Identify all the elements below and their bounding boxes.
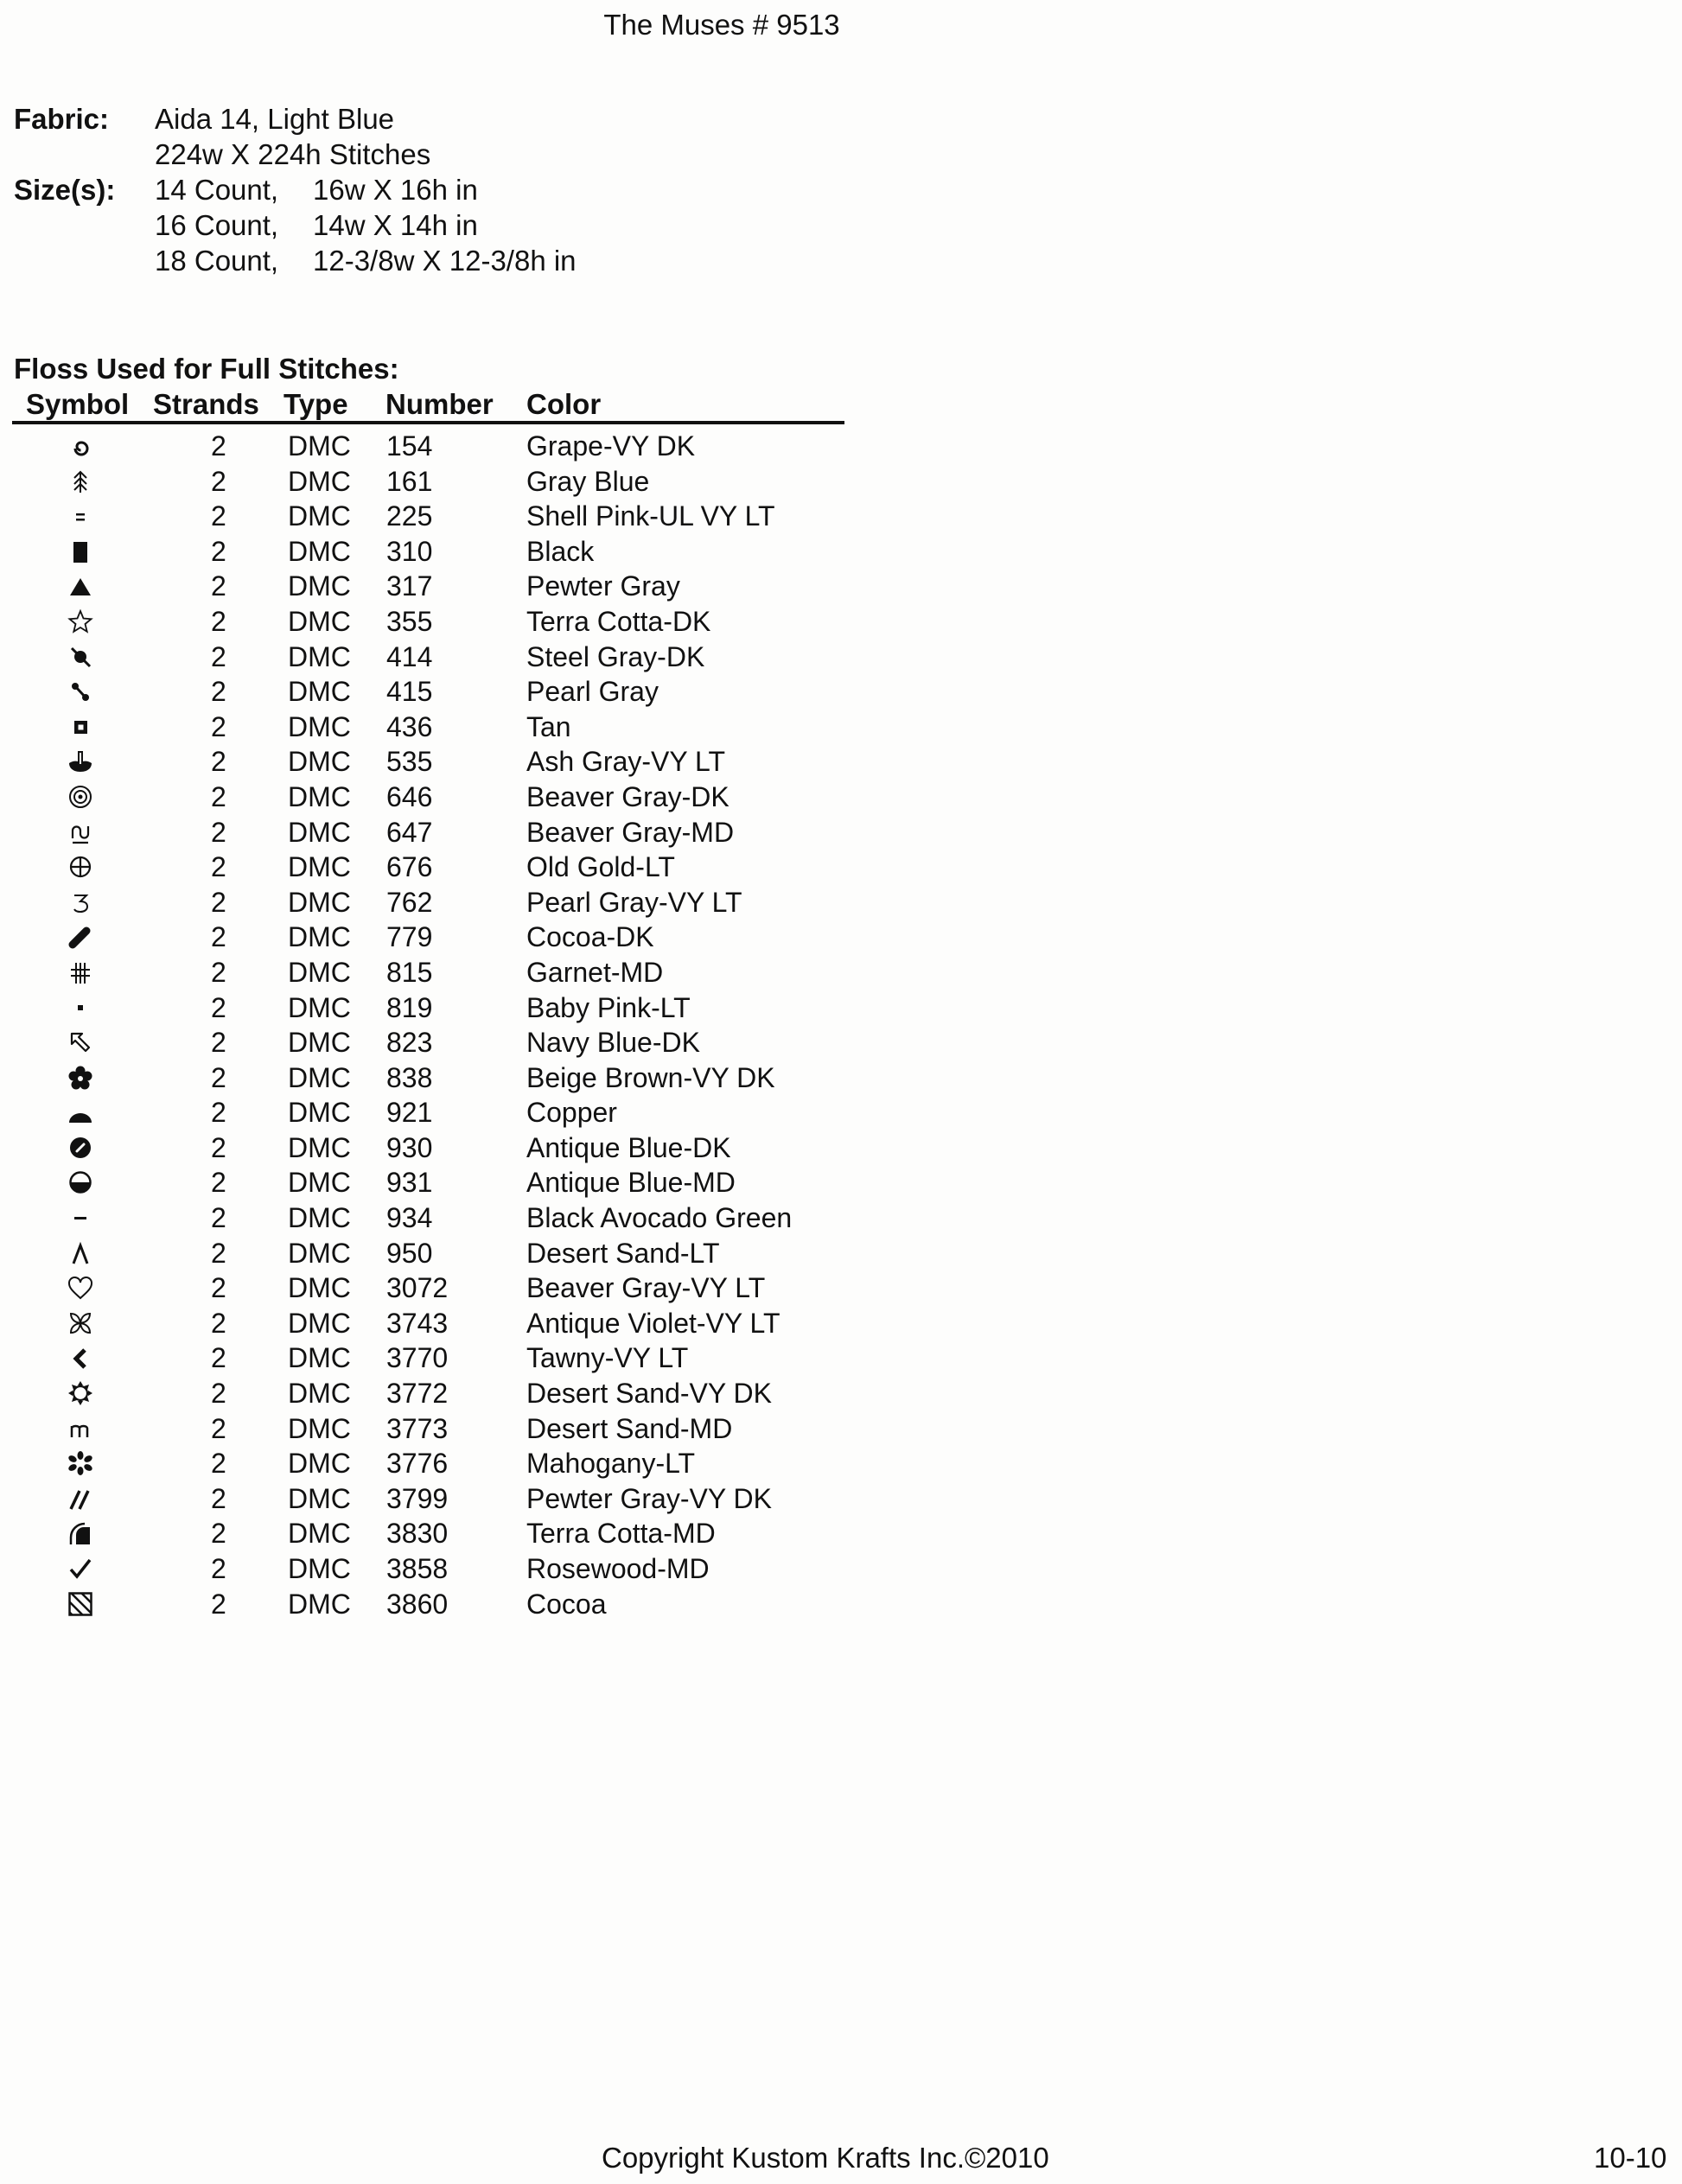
strands-value: 2: [211, 746, 226, 778]
type-value: DMC: [288, 1378, 351, 1410]
floss-row: [0, 1166, 864, 1201]
number-value: 415: [386, 676, 433, 708]
type-value: DMC: [288, 640, 351, 672]
outline-star-icon: [65, 608, 96, 634]
type-value: DMC: [288, 816, 351, 848]
color-value: Antique Violet-VY LT: [526, 1307, 780, 1339]
half-dome-icon: [65, 1099, 96, 1125]
sizes-label: Size(s):: [14, 174, 116, 206]
number-value: 676: [386, 851, 433, 883]
type-value: DMC: [288, 1097, 351, 1129]
header-type: Type: [284, 388, 348, 420]
number-value: 931: [386, 1167, 433, 1199]
asterisk-flower-icon: [65, 1450, 96, 1476]
slashed-dot-icon: [65, 644, 96, 670]
number-value: 779: [386, 921, 433, 953]
color-value: Copper: [526, 1097, 617, 1129]
heart-outline-icon: [65, 1275, 96, 1301]
size-dims: 12-3/8w X 12-3/8h in: [313, 245, 577, 277]
type-value: DMC: [288, 1307, 351, 1339]
capsule-icon: [65, 924, 96, 950]
strands-value: 2: [211, 780, 226, 812]
header-color: Color: [526, 388, 602, 420]
header-strands: Strands: [153, 388, 259, 420]
number-value: 161: [386, 465, 433, 497]
strands-value: 2: [211, 1131, 226, 1163]
number-value: 950: [386, 1237, 433, 1269]
color-value: Grape-VY DK: [526, 430, 696, 462]
type-value: DMC: [288, 746, 351, 778]
color-value: Black: [526, 535, 595, 567]
strands-value: 2: [211, 430, 226, 462]
type-value: DMC: [288, 570, 351, 602]
strands-value: 2: [211, 1518, 226, 1550]
number-value: 823: [386, 1027, 433, 1059]
color-value: Desert Sand-MD: [526, 1412, 733, 1444]
type-value: DMC: [288, 1027, 351, 1059]
header-symbol: Symbol: [26, 388, 130, 420]
color-value: Black Avocado Green: [526, 1202, 793, 1234]
strands-value: 2: [211, 570, 226, 602]
type-value: DMC: [288, 780, 351, 812]
color-value: Cocoa-DK: [526, 921, 654, 953]
floss-row: [0, 500, 864, 535]
small-square-icon: [65, 995, 96, 1021]
type-value: DMC: [288, 1412, 351, 1444]
color-value: Tan: [526, 710, 571, 742]
type-value: DMC: [288, 851, 351, 883]
strands-value: 2: [211, 535, 226, 567]
chevron-left-icon: [65, 1345, 96, 1371]
color-value: Shell Pink-UL VY LT: [526, 500, 775, 532]
strands-value: 2: [211, 1061, 226, 1093]
floss-row: [0, 640, 864, 676]
floss-row: [0, 1517, 864, 1552]
floss-row: [0, 1061, 864, 1097]
color-value: Pearl Gray: [526, 676, 659, 708]
type-value: DMC: [288, 1588, 351, 1620]
strands-value: 2: [211, 956, 226, 988]
size-count: 16 Count,: [155, 209, 279, 241]
type-value: DMC: [288, 676, 351, 708]
triple-bar-icon: [65, 959, 96, 985]
floss-row: [0, 1131, 864, 1167]
color-value: Gray Blue: [526, 465, 650, 497]
floss-row: [0, 465, 864, 500]
quarter-arc-icon: [65, 1520, 96, 1546]
color-value: Mahogany-LT: [526, 1448, 696, 1480]
type-value: DMC: [288, 710, 351, 742]
number-value: 436: [386, 710, 433, 742]
type-value: DMC: [288, 1482, 351, 1514]
color-value: Old Gold-LT: [526, 851, 675, 883]
color-value: Steel Gray-DK: [526, 640, 705, 672]
three-icon: [65, 889, 96, 915]
strands-value: 2: [211, 1202, 226, 1234]
type-value: DMC: [288, 956, 351, 988]
strands-value: 2: [211, 1097, 226, 1129]
number-value: 934: [386, 1202, 433, 1234]
type-value: DMC: [288, 991, 351, 1023]
strands-value: 2: [211, 851, 226, 883]
floss-table: [0, 430, 864, 1622]
floss-row: [0, 1341, 864, 1377]
type-value: DMC: [288, 1518, 351, 1550]
number-value: 646: [386, 780, 433, 812]
floss-row: [0, 1307, 864, 1342]
size-count: 18 Count,: [155, 245, 279, 277]
strands-value: 2: [211, 1237, 226, 1269]
type-value: DMC: [288, 886, 351, 918]
strands-value: 2: [211, 921, 226, 953]
page-number: 10-10: [1594, 2142, 1667, 2174]
fabric-line: 224w X 224h Stitches: [155, 138, 431, 170]
color-value: Terra Cotta-DK: [526, 605, 711, 637]
strands-value: 2: [211, 1027, 226, 1059]
number-value: 815: [386, 956, 433, 988]
strands-value: 2: [211, 1448, 226, 1480]
sun-outline-icon: [65, 1380, 96, 1406]
copyright: Copyright Kustom Krafts Inc.©2010: [602, 2142, 1049, 2174]
floss-row: [0, 605, 864, 640]
floss-row: [0, 1412, 864, 1448]
floss-section-title: Floss Used for Full Stitches:: [14, 353, 399, 385]
type-value: DMC: [288, 605, 351, 637]
type-value: DMC: [288, 500, 351, 532]
size-dims: 14w X 14h in: [313, 209, 478, 241]
type-value: DMC: [288, 535, 351, 567]
equals-icon: [65, 503, 96, 529]
color-value: Desert Sand-LT: [526, 1237, 720, 1269]
floss-row: [0, 1377, 864, 1412]
number-value: 310: [386, 535, 433, 567]
flower-icon: [65, 1065, 96, 1091]
strands-value: 2: [211, 1307, 226, 1339]
color-value: Pearl Gray-VY LT: [526, 886, 742, 918]
double-slash-icon: [65, 1486, 96, 1512]
color-value: Antique Blue-DK: [526, 1131, 731, 1163]
floss-row: [0, 816, 864, 851]
circle-plus-icon: [65, 854, 96, 880]
color-value: Desert Sand-VY DK: [526, 1378, 772, 1410]
color-value: Terra Cotta-MD: [526, 1518, 716, 1550]
spiral-icon: [65, 433, 96, 459]
type-value: DMC: [288, 1237, 351, 1269]
strands-value: 2: [211, 640, 226, 672]
color-value: Beaver Gray-VY LT: [526, 1272, 766, 1304]
type-value: DMC: [288, 1202, 351, 1234]
strands-value: 2: [211, 816, 226, 848]
number-value: 3743: [386, 1307, 449, 1339]
type-value: DMC: [288, 1131, 351, 1163]
floss-row: [0, 1588, 864, 1623]
number-value: 414: [386, 640, 433, 672]
number-value: 225: [386, 500, 433, 532]
filled-triangle-icon: [65, 573, 96, 599]
color-value: Pewter Gray-VY DK: [526, 1482, 772, 1514]
type-value: DMC: [288, 1167, 351, 1199]
strands-value: 2: [211, 1342, 226, 1374]
pattern-title: The Muses # 9513: [603, 9, 840, 41]
floss-row: [0, 850, 864, 886]
floss-row: [0, 1482, 864, 1518]
floss-row: [0, 1201, 864, 1237]
color-value: Cocoa: [526, 1588, 607, 1620]
floss-row: [0, 745, 864, 780]
circle-slash-icon: [65, 1135, 96, 1161]
strands-value: 2: [211, 710, 226, 742]
number-value: 535: [386, 746, 433, 778]
floss-row: [0, 1552, 864, 1588]
type-value: DMC: [288, 921, 351, 953]
checkmark-icon: [65, 1556, 96, 1582]
floss-row: [0, 535, 864, 570]
petals-x-icon: [65, 1310, 96, 1336]
number-value: 3072: [386, 1272, 449, 1304]
number-value: 3799: [386, 1482, 449, 1514]
filled-square-icon: [65, 538, 96, 564]
number-value: 819: [386, 991, 433, 1023]
strands-value: 2: [211, 886, 226, 918]
type-value: DMC: [288, 430, 351, 462]
number-value: 317: [386, 570, 433, 602]
floss-row: [0, 956, 864, 991]
number-value: 3860: [386, 1588, 449, 1620]
floss-row: [0, 991, 864, 1027]
type-value: DMC: [288, 465, 351, 497]
dash-icon: [65, 1205, 96, 1231]
strands-value: 2: [211, 991, 226, 1023]
number-value: 930: [386, 1131, 433, 1163]
floss-row: [0, 430, 864, 465]
number-value: 3830: [386, 1518, 449, 1550]
floss-row: [0, 886, 864, 921]
floss-row: [0, 1447, 864, 1482]
strands-value: 2: [211, 500, 226, 532]
size-dims: 16w X 16h in: [313, 174, 478, 206]
floss-row: [0, 675, 864, 710]
color-value: Tawny-VY LT: [526, 1342, 689, 1374]
hatched-square-icon: [65, 1591, 96, 1617]
number-value: 3776: [386, 1448, 449, 1480]
half-filled-circle-icon: [65, 1169, 96, 1195]
type-value: DMC: [288, 1448, 351, 1480]
type-value: DMC: [288, 1553, 351, 1584]
strands-value: 2: [211, 1378, 226, 1410]
header-number: Number: [385, 388, 494, 420]
header-rule: [12, 421, 844, 424]
caret-a-icon: [65, 1240, 96, 1266]
number-value: 838: [386, 1061, 433, 1093]
number-value: 3773: [386, 1412, 449, 1444]
dumbbell-icon: [65, 678, 96, 704]
strands-value: 2: [211, 1412, 226, 1444]
color-value: Baby Pink-LT: [526, 991, 691, 1023]
number-value: 3772: [386, 1378, 449, 1410]
anchor-icon: [65, 748, 96, 774]
number-value: 3858: [386, 1553, 449, 1584]
strands-value: 2: [211, 1167, 226, 1199]
size-count: 14 Count,: [155, 174, 279, 206]
fabric-line: Aida 14, Light Blue: [155, 103, 395, 135]
wave-underline-icon: [65, 819, 96, 845]
color-value: Garnet-MD: [526, 956, 664, 988]
strands-value: 2: [211, 1588, 226, 1620]
floss-row: [0, 780, 864, 816]
arrow-up-left-icon: [65, 1029, 96, 1055]
number-value: 762: [386, 886, 433, 918]
letter-m-icon: [65, 1416, 96, 1442]
color-value: Rosewood-MD: [526, 1553, 710, 1584]
type-value: DMC: [288, 1342, 351, 1374]
floss-row: [0, 1026, 864, 1061]
color-value: Ash Gray-VY LT: [526, 746, 725, 778]
fabric-label: Fabric:: [14, 103, 110, 135]
floss-row: [0, 710, 864, 746]
floss-row: [0, 920, 864, 956]
bullseye-icon: [65, 784, 96, 810]
color-value: Beaver Gray-DK: [526, 780, 730, 812]
color-value: Navy Blue-DK: [526, 1027, 700, 1059]
tree-arrow-icon: [65, 468, 96, 494]
strands-value: 2: [211, 1553, 226, 1584]
number-value: 154: [386, 430, 433, 462]
color-value: Beaver Gray-MD: [526, 816, 735, 848]
type-value: DMC: [288, 1272, 351, 1304]
number-value: 647: [386, 816, 433, 848]
strands-value: 2: [211, 1272, 226, 1304]
floss-row: [0, 1237, 864, 1272]
strands-value: 2: [211, 1482, 226, 1514]
floss-row: [0, 1271, 864, 1307]
number-value: 921: [386, 1097, 433, 1129]
number-value: 3770: [386, 1342, 449, 1374]
strands-value: 2: [211, 676, 226, 708]
floss-row: [0, 1096, 864, 1131]
strands-value: 2: [211, 605, 226, 637]
floss-row: [0, 570, 864, 605]
color-value: Beige Brown-VY DK: [526, 1061, 775, 1093]
number-value: 355: [386, 605, 433, 637]
type-value: DMC: [288, 1061, 351, 1093]
color-value: Antique Blue-MD: [526, 1167, 736, 1199]
color-value: Pewter Gray: [526, 570, 680, 602]
strands-value: 2: [211, 465, 226, 497]
hollow-square-icon: [65, 714, 96, 740]
